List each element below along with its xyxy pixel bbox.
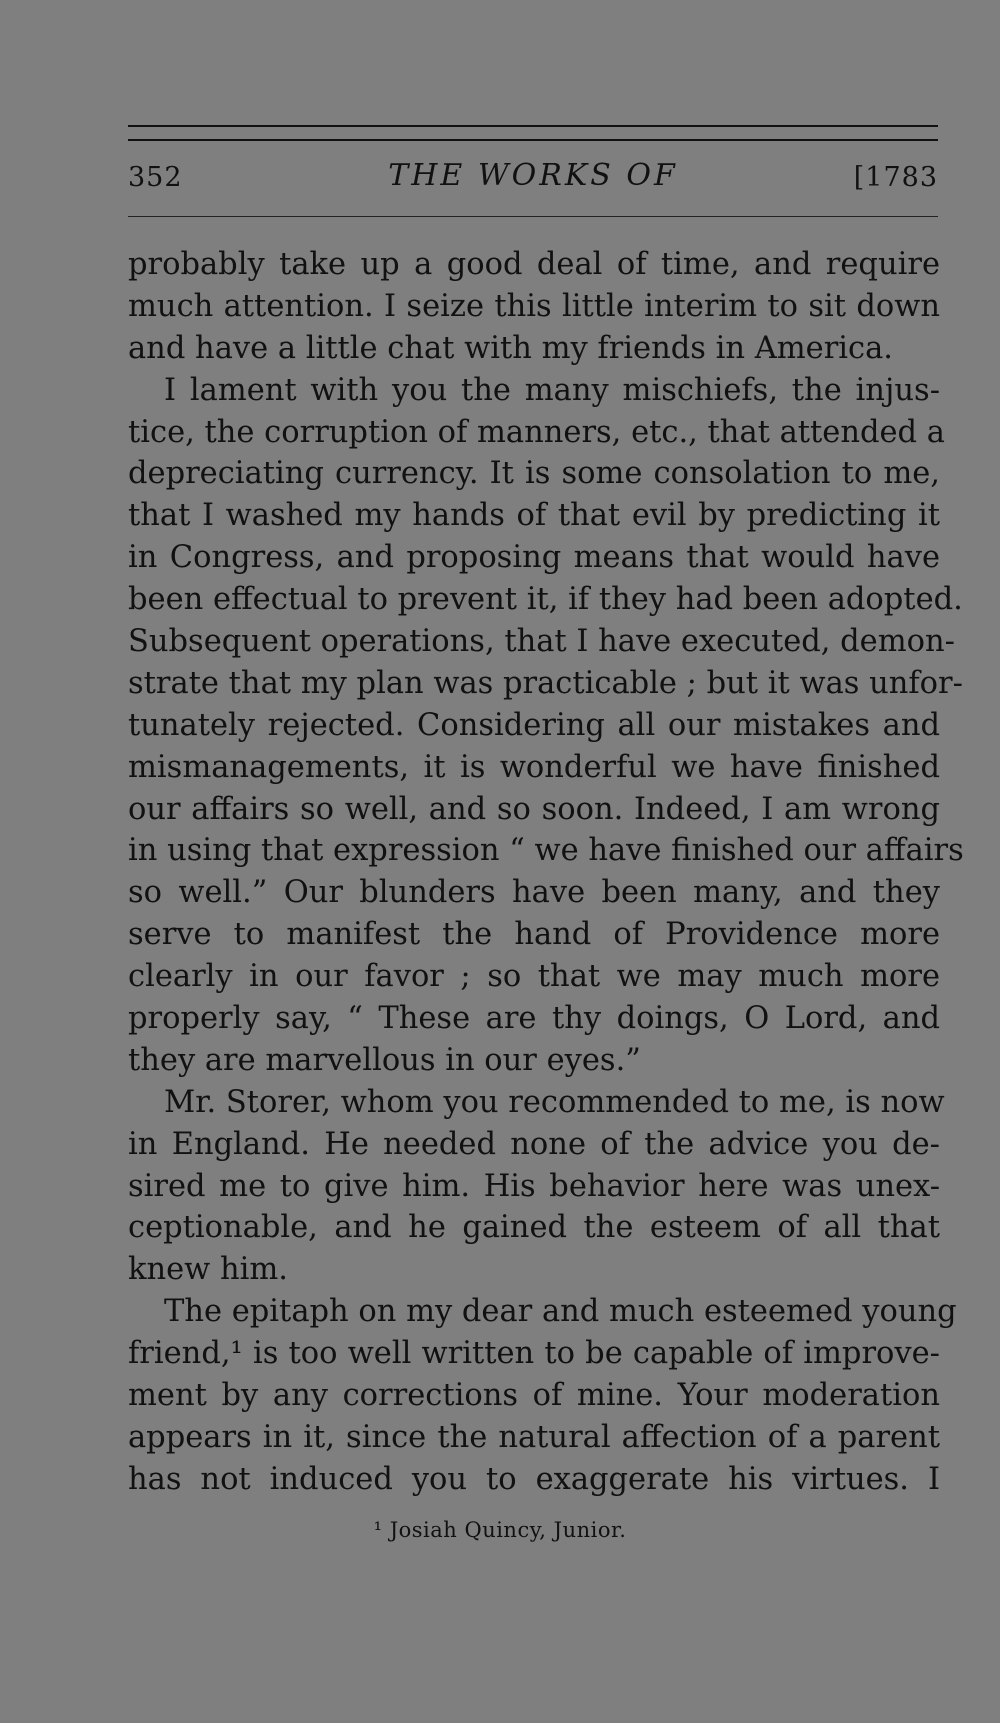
footnote: ¹ Josiah Quincy, Junior. <box>373 1518 627 1542</box>
text-line: ment by any corrections of mine. Your moderation <box>128 1378 940 1414</box>
text-line: that I washed my hands of that evil by predicting it <box>128 498 940 534</box>
running-header <box>128 158 938 202</box>
text-line: they are marvellous in our eyes.” <box>128 1042 641 1078</box>
text-line: in England. He needed none of the advice you de- <box>128 1126 940 1162</box>
text-line: and have a little chat with my friends in America. <box>128 330 893 366</box>
text-line: knew him. <box>128 1252 288 1288</box>
text-line: strate that my plan was practicable ; but it was unfor- <box>128 665 963 701</box>
text-line: ceptionable, and he gained the esteem of all that <box>128 1210 940 1246</box>
text-line: probably take up a good deal of time, and require <box>128 247 940 282</box>
body-text <box>128 244 964 1501</box>
text-line: tice, the corruption of manners, etc., that attended a <box>128 414 945 450</box>
text-line: our affairs so well, and so soon. Indeed, I am wrong <box>128 791 940 827</box>
text-line: tunately rejected. Considering all our mistakes and <box>128 707 940 743</box>
text-line: been effectual to prevent it, if they had been adopted. <box>128 582 963 618</box>
text-line: in Congress, and proposing means that would have <box>128 540 940 576</box>
text-line: Mr. Storer, whom you recommended to me, is now <box>164 1084 945 1120</box>
page-number: 352 <box>128 162 183 193</box>
text-line: has not induced you to exaggerate his virtues. I <box>128 1461 940 1497</box>
text-line: so well.” Our blunders have been many, and they <box>128 875 940 911</box>
text-line: clearly in our favor ; so that we may much more <box>128 959 940 995</box>
year-marker: [1783 <box>853 162 938 193</box>
text-line: in using that expression “ we have finished our affairs <box>128 833 964 869</box>
header-rule-top <box>128 125 938 127</box>
text-line: The epitaph on my dear and much esteemed young <box>164 1294 957 1330</box>
header-rule-second <box>128 139 938 141</box>
running-title: THE WORKS OF <box>388 158 678 193</box>
text-line: depreciating currency. It is some consolation to me, <box>128 456 940 492</box>
text-line: friend,¹ is too well written to be capable of improve- <box>128 1336 940 1372</box>
text-line: properly say, “ These are thy doings, O Lord, and <box>128 1001 940 1037</box>
text-line: serve to manifest the hand of Providence more <box>128 917 940 953</box>
text-line: sired me to give him. His behavior here was unex- <box>128 1168 940 1204</box>
text-line: I lament with you the many mischiefs, the injus- <box>164 372 940 408</box>
text-line: appears in it, since the natural affection of a parent <box>128 1419 940 1455</box>
text-line: Subsequent operations, that I have executed, demon- <box>128 624 955 660</box>
text-line: much attention. I seize this little interim to sit down <box>128 288 940 324</box>
text-line: mismanagements, it is wonderful we have finished <box>128 749 940 785</box>
header-rule-bottom <box>128 216 938 217</box>
